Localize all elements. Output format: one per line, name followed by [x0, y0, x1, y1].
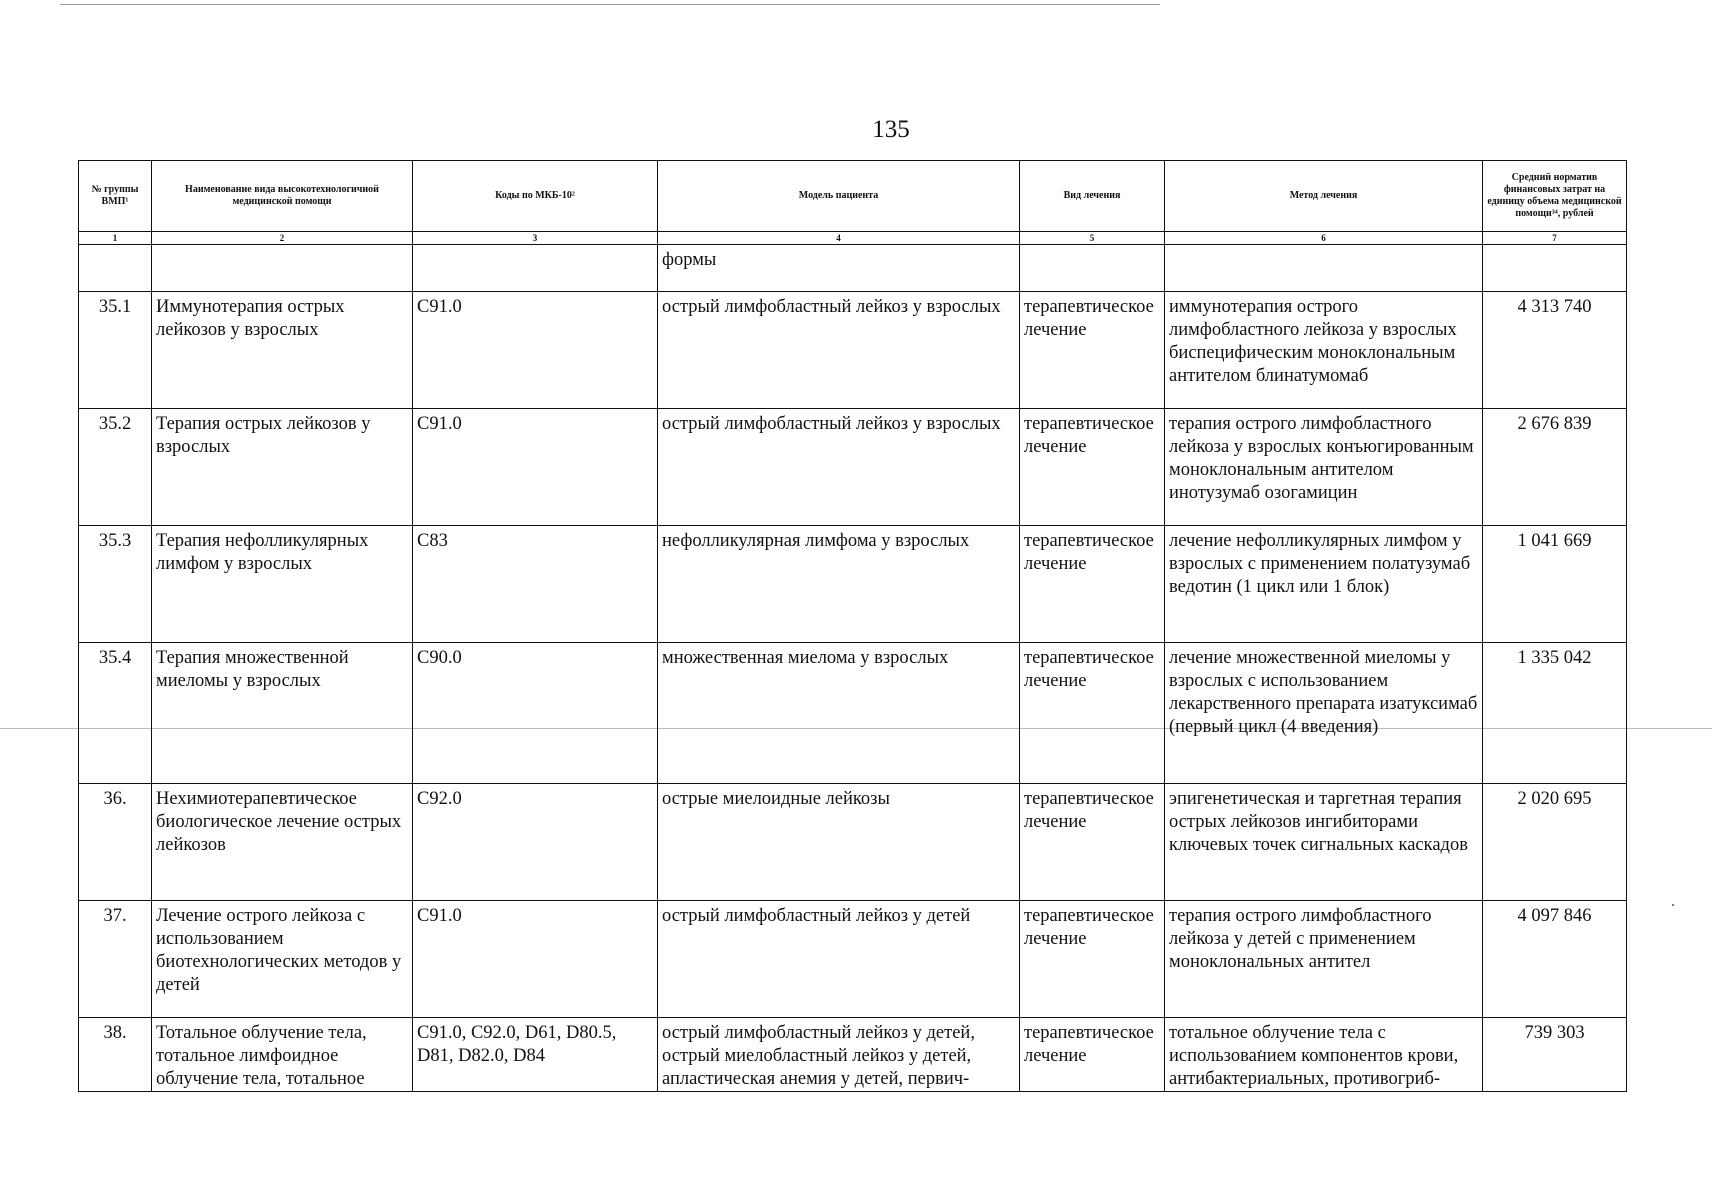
service-name: Нехимиотерапевтическое биологическое лечение острых лейкозов: [152, 784, 413, 901]
header-row: [79, 161, 1627, 232]
table-row: [79, 292, 1627, 409]
header-patient-model: Модель пациента: [658, 161, 1020, 232]
service-name: [152, 245, 413, 292]
table-row: [79, 784, 1627, 901]
icd-codes: C90.0: [413, 643, 658, 784]
cost-value: 1 335 042: [1483, 643, 1627, 784]
treatment-type: терапевтическое лечение: [1020, 784, 1165, 901]
column-number-row: [79, 232, 1627, 245]
group-number: 37.: [79, 901, 152, 1018]
patient-model: формы: [658, 245, 1020, 292]
group-number: 35.3: [79, 526, 152, 643]
column-number: 2: [152, 232, 413, 245]
icd-codes: C91.0, C92.0, D61, D80.5, D81, D82.0, D84: [413, 1018, 658, 1092]
cost-value: 1 041 669: [1483, 526, 1627, 643]
treatment-type: терапевтическое лечение: [1020, 292, 1165, 409]
group-number: 35.1: [79, 292, 152, 409]
header-group-number: № группы ВМП¹: [79, 161, 152, 232]
cost-value: 2 020 695: [1483, 784, 1627, 901]
table-row: [79, 643, 1627, 784]
cost-value: [1483, 245, 1627, 292]
patient-model: множественная миелома у взрослых: [658, 643, 1020, 784]
service-name: Терапия множественной миеломы у взрослых: [152, 643, 413, 784]
treatment-type: терапевтическое лечение: [1020, 643, 1165, 784]
treatment-type: терапевтическое лечение: [1020, 901, 1165, 1018]
cost-value: 739 303: [1483, 1018, 1627, 1092]
treatment-method: терапия острого лимфобластного лейкоза у детей с применением моноклональных антител: [1165, 901, 1483, 1018]
column-number: 5: [1020, 232, 1165, 245]
treatment-method: тотальное облучение тела с использованием компонентов крови, антибактериальных, противогриб-: [1165, 1018, 1483, 1092]
table-row: [79, 526, 1627, 643]
scan-line-top: [60, 4, 1160, 5]
scan-dot: [1672, 904, 1674, 906]
service-name: Тотальное облучение тела, тотальное лимфоидное облучение тела, тотальное: [152, 1018, 413, 1092]
icd-codes: C91.0: [413, 409, 658, 526]
patient-model: острый лимфобластный лейкоз у взрослых: [658, 409, 1020, 526]
treatment-method: [1165, 245, 1483, 292]
column-number: 7: [1483, 232, 1627, 245]
table-row: [79, 245, 1627, 292]
service-name: Лечение острого лейкоза с использованием биотехнологических методов у детей: [152, 901, 413, 1018]
header-cost-standard: Средний норматив финансовых затрат на единицу объема медицинской помощи³⁴, рублей: [1483, 161, 1627, 232]
header-treatment-method: Метод лечения: [1165, 161, 1483, 232]
icd-codes: C91.0: [413, 292, 658, 409]
cost-value: 4 097 846: [1483, 901, 1627, 1018]
icd-codes: C92.0: [413, 784, 658, 901]
patient-model: острые миелоидные лейкозы: [658, 784, 1020, 901]
patient-model: острый лимфобластный лейкоз у детей, острый миелобластный лейкоз у детей, апластическая анемия у детей, первич-: [658, 1018, 1020, 1092]
patient-model: острый лимфобластный лейкоз у взрослых: [658, 292, 1020, 409]
treatment-method: лечение множественной миеломы у взрослых с использованием лекарственного препарата изатуксимаб (первый цикл (4 введения): [1165, 643, 1483, 784]
service-name: Иммунотерапия острых лейкозов у взрослых: [152, 292, 413, 409]
cost-value: 4 313 740: [1483, 292, 1627, 409]
header-icd-codes: Коды по МКБ-10²: [413, 161, 658, 232]
patient-model: нефолликулярная лимфома у взрослых: [658, 526, 1020, 643]
group-number: 35.4: [79, 643, 152, 784]
cost-value: 2 676 839: [1483, 409, 1627, 526]
column-number: 3: [413, 232, 658, 245]
service-name: Терапия острых лейкозов у взрослых: [152, 409, 413, 526]
header-treatment-type: Вид лечения: [1020, 161, 1165, 232]
treatment-method: иммунотерапия острого лимфобластного лейкоза у взрослых биспецифическим моноклональным антителом блинатумомаб: [1165, 292, 1483, 409]
treatment-method: эпигенетическая и таргетная терапия острых лейкозов ингибиторами ключевых точек сигнальных каскадов: [1165, 784, 1483, 901]
group-number: [79, 245, 152, 292]
column-number: 1: [79, 232, 152, 245]
column-number: 6: [1165, 232, 1483, 245]
treatment-method: лечение нефолликулярных лимфом у взрослых с применением полатузумаб ведотин (1 цикл или 1 блок): [1165, 526, 1483, 643]
page-number: 135: [872, 116, 910, 143]
treatment-type: терапевтическое лечение: [1020, 409, 1165, 526]
header-service-name: Наименование вида высокотехнологичной медицинской помощи: [152, 161, 413, 232]
treatment-method: терапия острого лимфобластного лейкоза у взрослых конъюгированным моноклональным антителом инотузумаб озогамицин: [1165, 409, 1483, 526]
table-row: [79, 1018, 1627, 1092]
icd-codes: C91.0: [413, 901, 658, 1018]
treatment-type: [1020, 245, 1165, 292]
treatment-type: терапевтическое лечение: [1020, 1018, 1165, 1092]
group-number: 36.: [79, 784, 152, 901]
icd-codes: [413, 245, 658, 292]
medical-services-table: [78, 160, 1627, 1092]
group-number: 38.: [79, 1018, 152, 1092]
icd-codes: C83: [413, 526, 658, 643]
table-row: [79, 409, 1627, 526]
table-row: [79, 901, 1627, 1018]
service-name: Терапия нефолликулярных лимфом у взрослых: [152, 526, 413, 643]
patient-model: острый лимфобластный лейкоз у детей: [658, 901, 1020, 1018]
group-number: 35.2: [79, 409, 152, 526]
column-number: 4: [658, 232, 1020, 245]
treatment-type: терапевтическое лечение: [1020, 526, 1165, 643]
